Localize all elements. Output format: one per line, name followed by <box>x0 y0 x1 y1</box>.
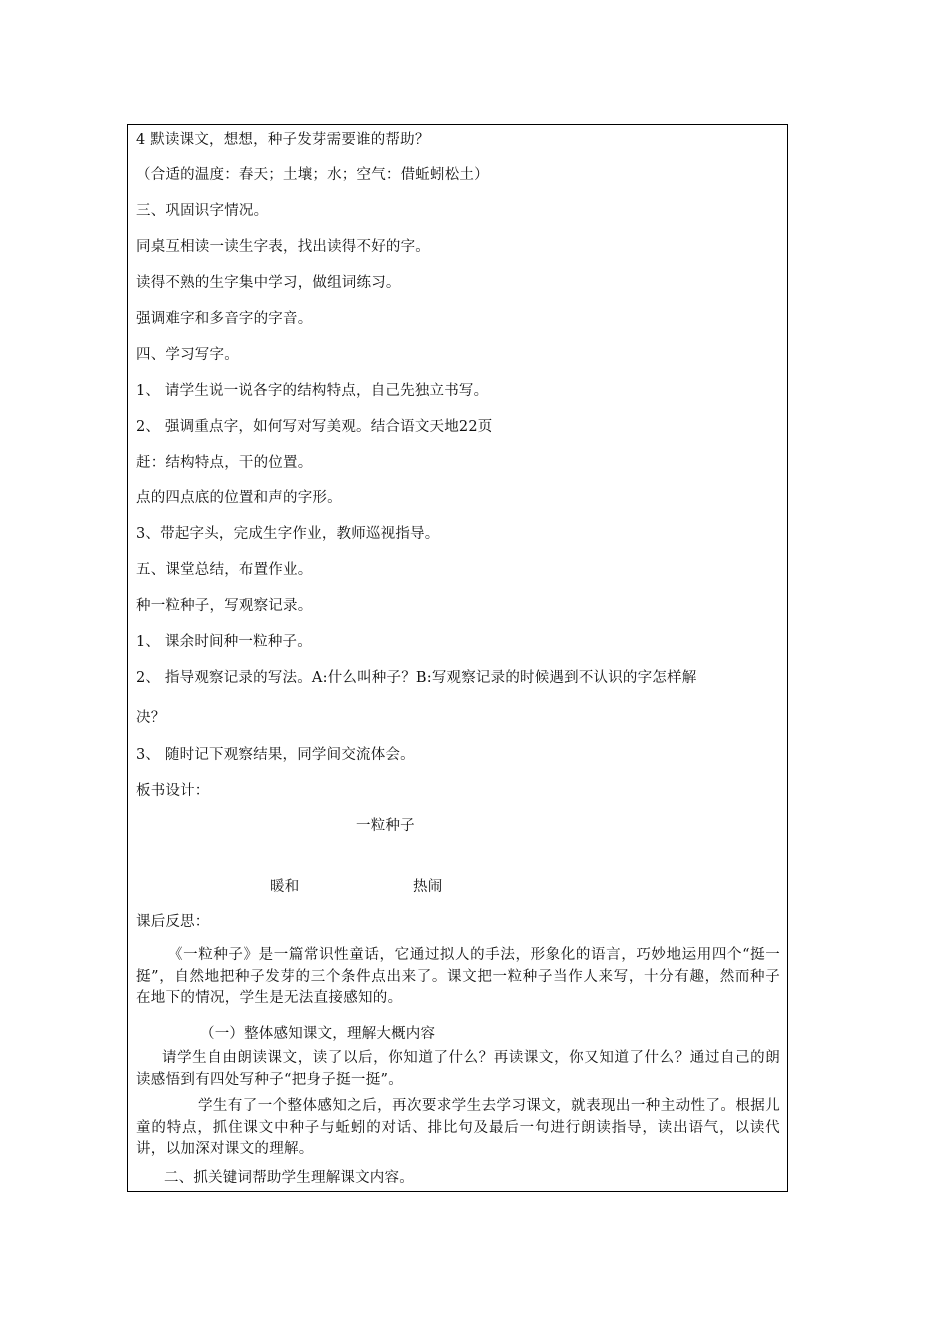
section-5-item-1: 1、 课余时间种一粒种子。 <box>136 634 312 650</box>
section-4-heading: 四、学习写字。 <box>136 347 239 363</box>
reflection-heading: 课后反思： <box>136 914 210 930</box>
section-4-item-3: 3、带起字头，完成生字作业，教师巡视指导。 <box>136 526 440 542</box>
reflection-paragraph-2: 请学生自由朗读课文，读了以后，你知道了什么？再读课文，你又知道了什么？通过自己的朗读感悟到有四处写种子“把身子挺一挺”。 <box>136 1050 780 1088</box>
reflection-subheading-1: （一）整体感知课文，理解大概内容 <box>200 1026 436 1042</box>
section-4-item-1: 1、 请学生说一说各字的结构特点，自己先独立书写。 <box>136 383 489 399</box>
section-5-item-2: 2、 指导观察记录的写法。A:什么叫种子？B:写观察记录的时候遇到不认识的字怎样解 <box>136 670 697 686</box>
section-5-line-1: 种一粒种子，写观察记录。 <box>136 598 313 614</box>
reflection-paragraph-3: 学生有了一个整体感知之后，再次要求学生去学习课文，就表现出一种主动性了。根据儿童的特点，抓住课文中种子与蚯蚓的对话、排比句及最后一句进行朗读指导，读出语气，以读代讲，以加深对课文的理解。 <box>136 1098 780 1157</box>
reflection-subheading-2: 二、抓关键词帮助学生理解课文内容。 <box>164 1170 414 1186</box>
section-3-line-2: 读得不熟的生字集中学习，做组词练习。 <box>136 275 401 291</box>
section-5-item-2-cont: 决？ <box>136 710 166 726</box>
section-4-note-1: 赶：结构特点，干的位置。 <box>136 455 313 471</box>
board-title: 一粒种子 <box>356 818 415 834</box>
section-3-line-1: 同桌互相读一读生字表，找出读得不好的字。 <box>136 239 430 255</box>
section-3-heading: 三、巩固识字情况。 <box>136 203 269 219</box>
section-5-item-3: 3、 随时记下观察结果，同学间交流体会。 <box>136 747 415 763</box>
section-5-heading: 五、课堂总结，布置作业。 <box>136 562 313 578</box>
seed-conditions-note: （合适的温度：春天；土壤；水；空气：借蚯蚓松土） <box>136 167 489 183</box>
board-design-label: 板书设计： <box>136 783 210 799</box>
section-4-item-2: 2、 强调重点字，如何写对写美观。结合语文天地22页 <box>136 419 493 435</box>
reflection-paragraph-1: 《一粒种子》是一篇常识性童话，它通过拟人的手法，形象化的语言，巧妙地运用四个“挺一挺”，自然地把种子发芽的三个条件点出来了。课文把一粒种子当作人来写，十分有趣，然而种子在地下的情况，学生是无法直接感知的。 <box>136 947 780 1006</box>
board-word-left: 暖和 <box>270 879 300 895</box>
board-word-right: 热闹 <box>413 879 443 895</box>
section-4-note-2: 点的四点底的位置和声的字形。 <box>136 490 342 506</box>
section-3-line-3: 强调难字和多音字的字音。 <box>136 311 313 327</box>
step-4-silent-reading: 4 默读课文，想想，种子发芽需要谁的帮助？ <box>136 132 430 148</box>
